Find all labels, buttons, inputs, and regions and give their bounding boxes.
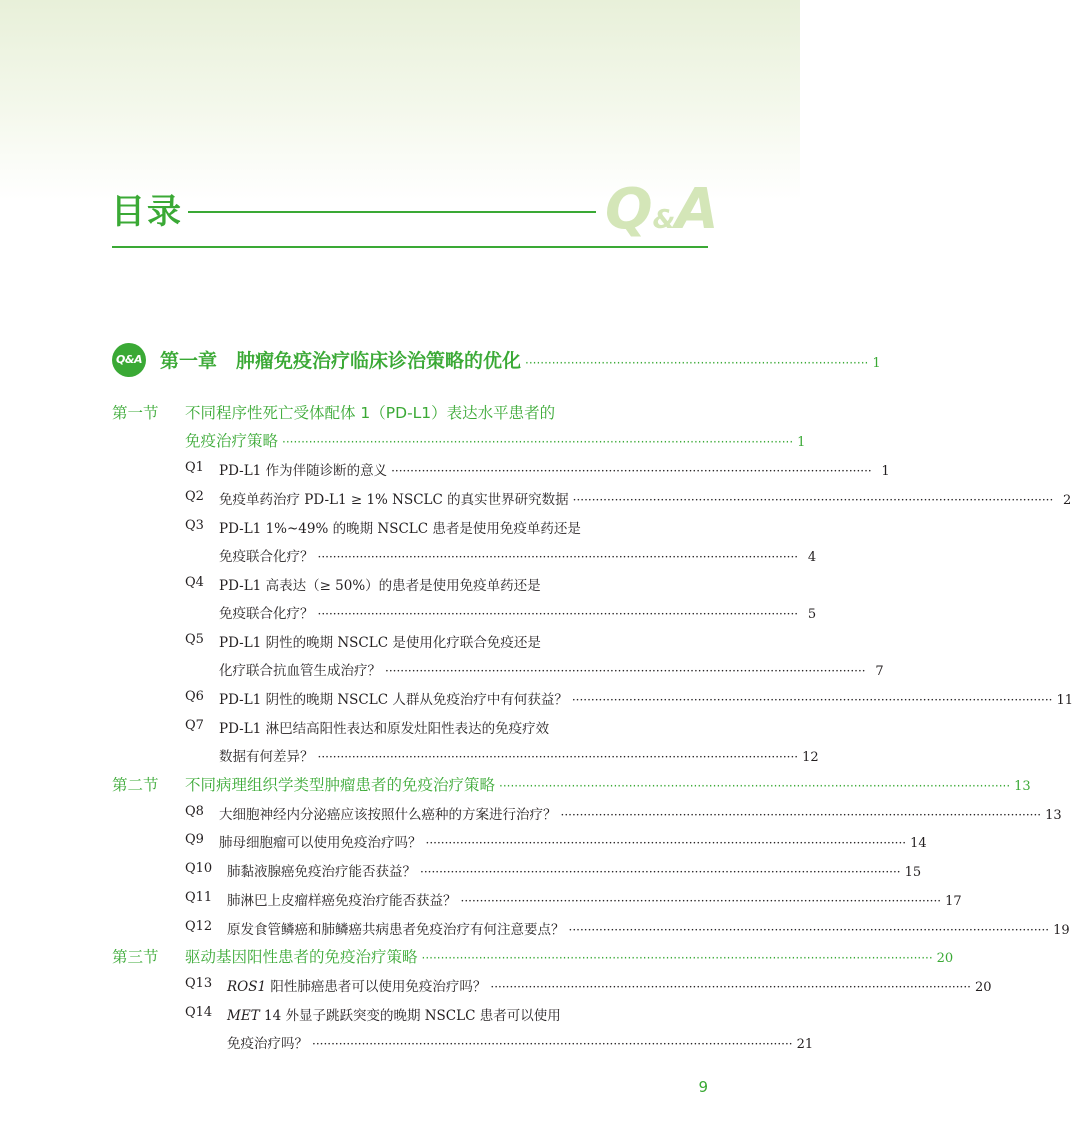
section-3-name: 第三节	[112, 948, 159, 966]
q2-title: 免疫单药治疗 PD-L1 ≥ 1% NSCLC 的真实世界研究数据	[219, 492, 569, 508]
chapter-page: 1	[872, 356, 881, 371]
q11-number: Q11	[185, 890, 213, 905]
toc-section-1[interactable]	[185, 429, 806, 451]
q3-page: 4	[807, 550, 817, 565]
toc-q12[interactable]	[227, 918, 1070, 938]
leader-dots: ······························································································································	[490, 980, 971, 994]
q7-title-line2: 数据有何差异？	[219, 749, 314, 765]
q14-title-line2: 免疫治疗吗？	[227, 1036, 308, 1052]
toc-q8[interactable]	[219, 803, 1062, 823]
q12-page: 19	[1053, 923, 1070, 938]
gene-met: MET	[227, 1008, 260, 1024]
q5-title-line2: 化疗联合抗血管生成治疗？	[219, 663, 381, 679]
q10-title: 肺黏液腺癌免疫治疗能否获益？	[227, 864, 416, 880]
toc-q13[interactable]	[227, 975, 992, 995]
leader-dots: ······························································································································	[317, 607, 799, 621]
q2-page: 2	[1063, 493, 1072, 508]
title-divider	[188, 211, 596, 213]
q9-number: Q9	[185, 832, 204, 847]
q14-title-line1: MET 14 外显子跳跃突变的晚期 NSCLC 患者可以使用	[227, 1008, 561, 1024]
leader-dots: ······························································································································	[420, 865, 901, 879]
q4-title-line2: 免疫联合化疗？	[219, 606, 314, 622]
section-1-title-line2: 免疫治疗策略	[185, 432, 279, 450]
q1-page: 1	[881, 464, 890, 479]
q6-page: 11	[1056, 693, 1073, 708]
qa-logo: Q&A	[605, 177, 719, 242]
q4-title-line1: PD-L1 高表达（≥ 50%）的患者是使用免疫单药还是	[219, 578, 541, 594]
q13-title: ROS1 阳性肺癌患者可以使用免疫治疗吗？	[227, 979, 487, 995]
q3-number: Q3	[185, 518, 204, 533]
header-band	[0, 0, 800, 200]
q9-title: 肺母细胞瘤可以使用免疫治疗吗？	[219, 835, 422, 851]
leader-dots: ······································································································································	[421, 951, 933, 965]
q3-title-line2: 免疫联合化疗？	[219, 549, 314, 565]
section-1-title-line1: 不同程序性死亡受体配体 1（PD-L1）表达水平患者的	[185, 404, 556, 422]
leader-dots: ······························································································································	[391, 464, 872, 478]
q14-page: 21	[796, 1037, 814, 1052]
leader-dots: ······························································································································	[460, 894, 942, 908]
q10-number: Q10	[185, 861, 213, 876]
toc-q10[interactable]	[227, 860, 922, 880]
q8-page: 13	[1045, 808, 1062, 823]
leader-dots: ······························································································································	[560, 808, 1042, 822]
toc-section-2[interactable]	[185, 773, 1031, 795]
toc-section-3[interactable]	[185, 945, 954, 967]
q14-number: Q14	[185, 1005, 213, 1020]
toc-q7[interactable]	[219, 745, 819, 765]
toc-q3[interactable]	[219, 545, 817, 565]
q4-page: 5	[807, 607, 817, 622]
q13-number: Q13	[185, 976, 213, 991]
q3-title-line1: PD-L1 1%~49% 的晚期 NSCLC 患者是使用免疫单药还是	[219, 521, 581, 537]
leader-dots: ······································································································································	[282, 435, 794, 449]
q6-number: Q6	[185, 689, 204, 704]
q11-page: 17	[945, 894, 962, 909]
toc-q9[interactable]	[219, 831, 927, 851]
q12-number: Q12	[185, 919, 213, 934]
toc-q4[interactable]	[219, 602, 817, 622]
section-1-page: 1	[797, 435, 806, 450]
toc-q6[interactable]	[219, 688, 1073, 708]
q7-number: Q7	[185, 718, 204, 733]
q10-page: 15	[904, 865, 922, 880]
leader-dots: ······························································································································	[385, 664, 866, 678]
toc-q5[interactable]	[219, 659, 884, 679]
section-2-page: 13	[1014, 779, 1031, 794]
leader-dots: ······························································································································	[568, 923, 1050, 937]
q7-page: 12	[802, 750, 819, 765]
q5-page: 7	[875, 664, 884, 679]
q9-page: 14	[910, 836, 927, 851]
q11-title: 肺淋巴上皮瘤样癌免疫治疗能否获益？	[227, 893, 457, 909]
toc-q14[interactable]	[227, 1032, 814, 1052]
leader-dots: ··························································································	[525, 356, 869, 370]
leader-dots: ······························································································································	[317, 750, 799, 764]
q12-title: 原发食管鳞癌和肺鳞癌共病患者免疫治疗有何注意要点？	[227, 922, 565, 938]
section-2-name: 第二节	[112, 776, 159, 794]
toc-q11[interactable]	[227, 889, 962, 909]
leader-dots: ······························································································································	[312, 1037, 793, 1051]
q8-title: 大细胞神经内分泌癌应该按照什么癌种的方案进行治疗？	[219, 807, 557, 823]
leader-dots: ······························································································································	[317, 550, 799, 564]
page-number: 9	[698, 1078, 708, 1096]
gene-ros1: ROS1	[227, 979, 267, 995]
q7-title-line1: PD-L1 淋巴结高阳性表达和原发灶阳性表达的免疫疗效	[219, 721, 550, 737]
section-3-page: 20	[936, 951, 954, 966]
section-3-title: 驱动基因阳性患者的免疫治疗策略	[185, 948, 418, 966]
toc-q1[interactable]	[219, 459, 890, 479]
q2-number: Q2	[185, 489, 204, 504]
qa-badge-icon: Q&A	[112, 343, 146, 377]
toc-chapter-1[interactable]	[160, 346, 881, 373]
leader-dots: ······························································································································	[572, 493, 1054, 507]
page-title: 目录	[111, 192, 183, 232]
q5-title-line1: PD-L1 阴性的晚期 NSCLC 是使用化疗联合免疫还是	[219, 635, 541, 651]
q4-number: Q4	[185, 575, 204, 590]
q6-title: PD-L1 阴性的晚期 NSCLC 人群从免疫治疗中有何获益？	[219, 692, 568, 708]
q1-number: Q1	[185, 460, 204, 475]
q5-number: Q5	[185, 632, 204, 647]
chapter-title: 第一章 肿瘤免疫治疗临床诊治策略的优化	[160, 350, 522, 372]
section-2-title: 不同病理组织学类型肿瘤患者的免疫治疗策略	[185, 776, 496, 794]
leader-dots: ······························································································································	[425, 836, 907, 850]
q1-title: PD-L1 作为伴随诊断的意义	[219, 463, 388, 479]
leader-dots: ······································································································································	[499, 779, 1011, 793]
section-1-name: 第一节	[112, 404, 159, 422]
header-divider	[112, 246, 708, 248]
q13-page: 20	[975, 980, 992, 995]
toc-q2[interactable]	[219, 488, 1072, 508]
q8-number: Q8	[185, 804, 204, 819]
leader-dots: ······························································································································	[571, 693, 1053, 707]
